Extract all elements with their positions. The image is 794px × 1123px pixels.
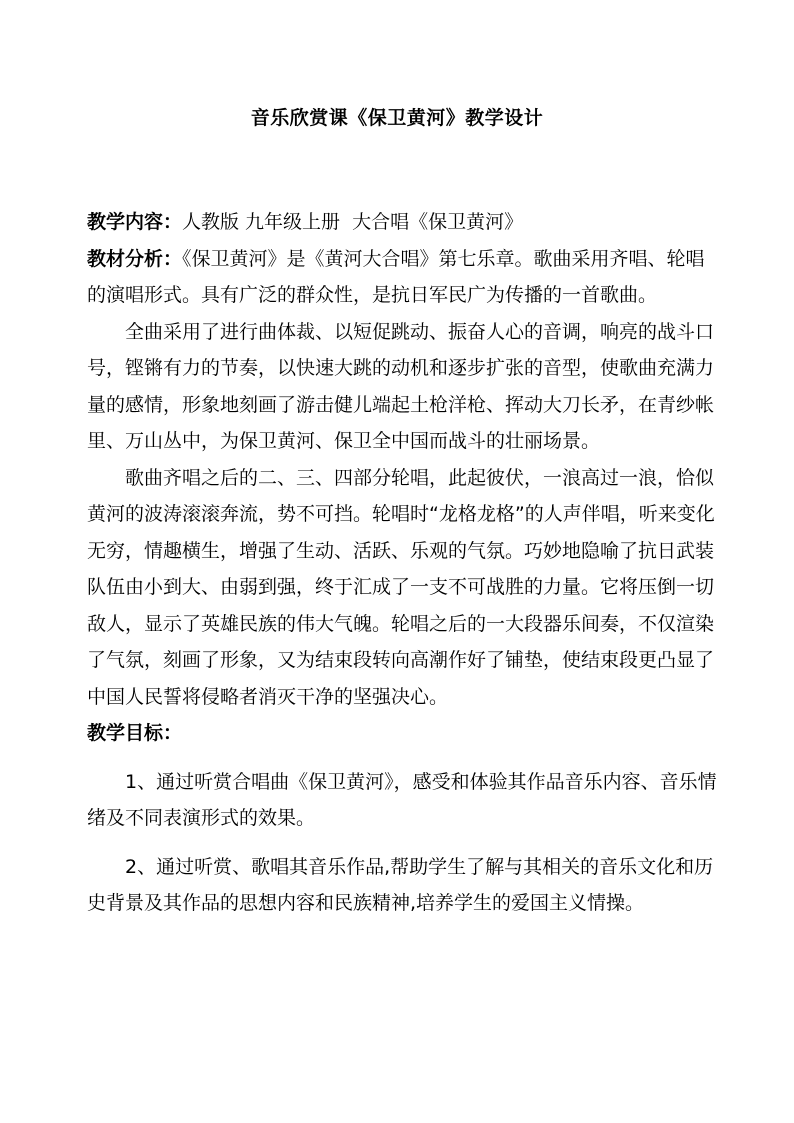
teaching-goal-2: 2、通过听赏、歌唱其音乐作品,帮助学生了解与其相关的音乐文化和历史背景及其作品的思想内容和民族精神,培养学生的爱国主义情操。 [87,855,714,914]
document-title: 音乐欣赏课《保卫黄河》教学设计 [250,107,544,129]
teaching-goal-1: 1、通过听赏合唱曲《保卫黄河》，感受和体验其作品音乐内容、音乐情绪及不同表演形式的效果。 [87,770,717,829]
teaching-content-line [87,204,723,241]
body-paragraph-1: 全曲采用了进行曲体裁、以短促跳动、振奋人心的音调，响亮的战斗口号，铿锵有力的节奏，以快速大跳的动机和逐步扩张的音型，使歌曲充满力量的感情，形象地刻画了游击健儿端起土枪洋枪、挥动大刀长矛，在青纱帐里、万山丛中，为保卫黄河、保卫全中国而战斗的壮丽场景。 [87,320,715,452]
teaching-content-text: 人教版 九年级上册 大合唱《保卫黄河》 [182,211,524,233]
material-analysis-paragraph [87,241,723,314]
material-analysis-label: 教材分析： [87,247,183,270]
document-body [87,204,723,922]
body-paragraph-2: 歌曲齐唱之后的二、三、四部分轮唱，此起彼伏，一浪高过一浪，恰似黄河的波涛滚滚奔流，势不可挡。轮唱时“龙格龙格”的人声伴唱，听来变化无穷，情趣横生，增强了生动、活跃、乐观的气氛。巧妙地隐喻了抗日武装队伍由小到大、由弱到强，终于汇成了一支不可战胜的力量。它将压倒一切敌人，显示了英雄民族的伟大气魄。轮唱之后的一大段器乐间奏，不仅渲染了气氛，刻画了形象，又为结束段转向高潮作好了铺垫，使结束段更凸显了中国人民誓将侵略者消灭干净的坚强决心。 [87,466,715,708]
teaching-goals-label: 教学目标： [87,722,183,744]
teaching-content-label: 教学内容： [87,211,183,233]
material-analysis-text: 《保卫黄河》是《黄河大合唱》第七乐章。歌曲采用齐唱、轮唱的演唱形式。具有广泛的群众性，是抗日军民广为传播的一首歌曲。 [87,247,705,306]
